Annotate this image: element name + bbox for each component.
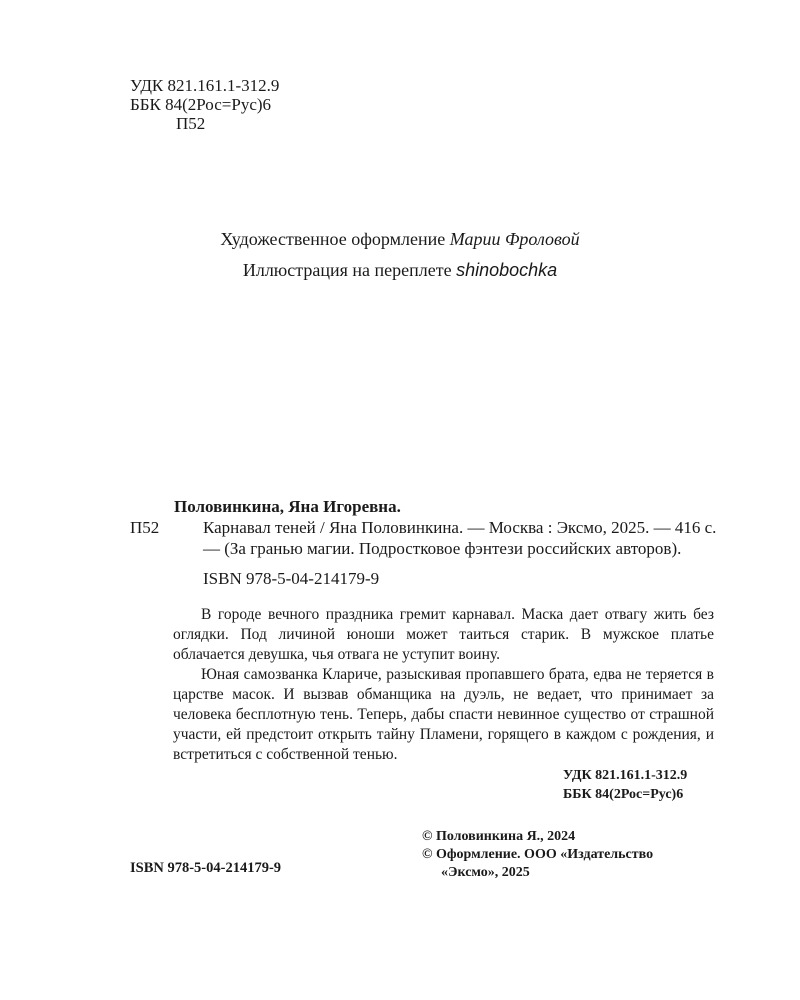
design-credit xyxy=(0,224,800,255)
udk-code: УДК 821.161.1-312.9 xyxy=(130,76,280,95)
copyright-line: © Оформление. ООО «Издательство xyxy=(422,847,654,862)
illustrator-name: shinobochka xyxy=(456,260,558,280)
classification-codes xyxy=(563,766,687,804)
catalog-codes xyxy=(130,76,279,133)
annotation xyxy=(173,605,714,765)
bbk-code: ББК 84(2Рос=Рус)6 xyxy=(563,787,684,802)
bbk-code: ББК 84(2Рос=Рус)6 xyxy=(130,95,272,114)
record-entry xyxy=(130,517,720,559)
bibliographic-record xyxy=(130,496,720,589)
illustration-credit xyxy=(0,255,800,286)
record-mark: П52 xyxy=(130,518,160,537)
record-description: Карнавал теней / Яна Половинкина. — Москва : Эксмо, 2025. — 416 с. — (За гранью магии. Подростковое фэнтези российских авторов). xyxy=(203,518,717,558)
credits xyxy=(0,224,800,286)
udk-code: УДК 821.161.1-312.9 xyxy=(563,768,688,783)
design-label: Художественное оформление xyxy=(220,229,446,249)
author-mark: П52 xyxy=(176,114,206,133)
illustration-label: Иллюстрация на переплете xyxy=(242,260,452,280)
designer-name: Марии Фроловой xyxy=(449,229,580,249)
record-author: Половинкина, Яна Игоревна. xyxy=(174,497,401,516)
copyright-block xyxy=(422,828,653,882)
copyright-line: «Эксмо», 2025 xyxy=(441,865,530,880)
isbn-bottom: ISBN 978-5-04-214179-9 xyxy=(130,860,282,876)
copyright-line: © Половинкина Я., 2024 xyxy=(422,829,576,844)
record-isbn: ISBN 978-5-04-214179-9 xyxy=(203,569,380,588)
annotation-paragraph: Юная самозванка Клариче, разыскивая пропавшего брата, едва не теряется в царстве масок. И вызвав обманщика на дуэль, не ведает, что принимает за человека бесплотную тень. Теперь, дабы спасти невинное существо от страшной участи, ей предстоит открыть тайну Пламени, горящего в каждом с рождения, и встретиться с собственной тенью. xyxy=(173,666,714,763)
annotation-paragraph: В городе вечного праздника гремит карнавал. Маска дает отвагу жить без оглядки. Под личиной юноши может таиться старик. В мужское платье облачается девушка, чья отвага не уступит воину. xyxy=(173,606,714,663)
